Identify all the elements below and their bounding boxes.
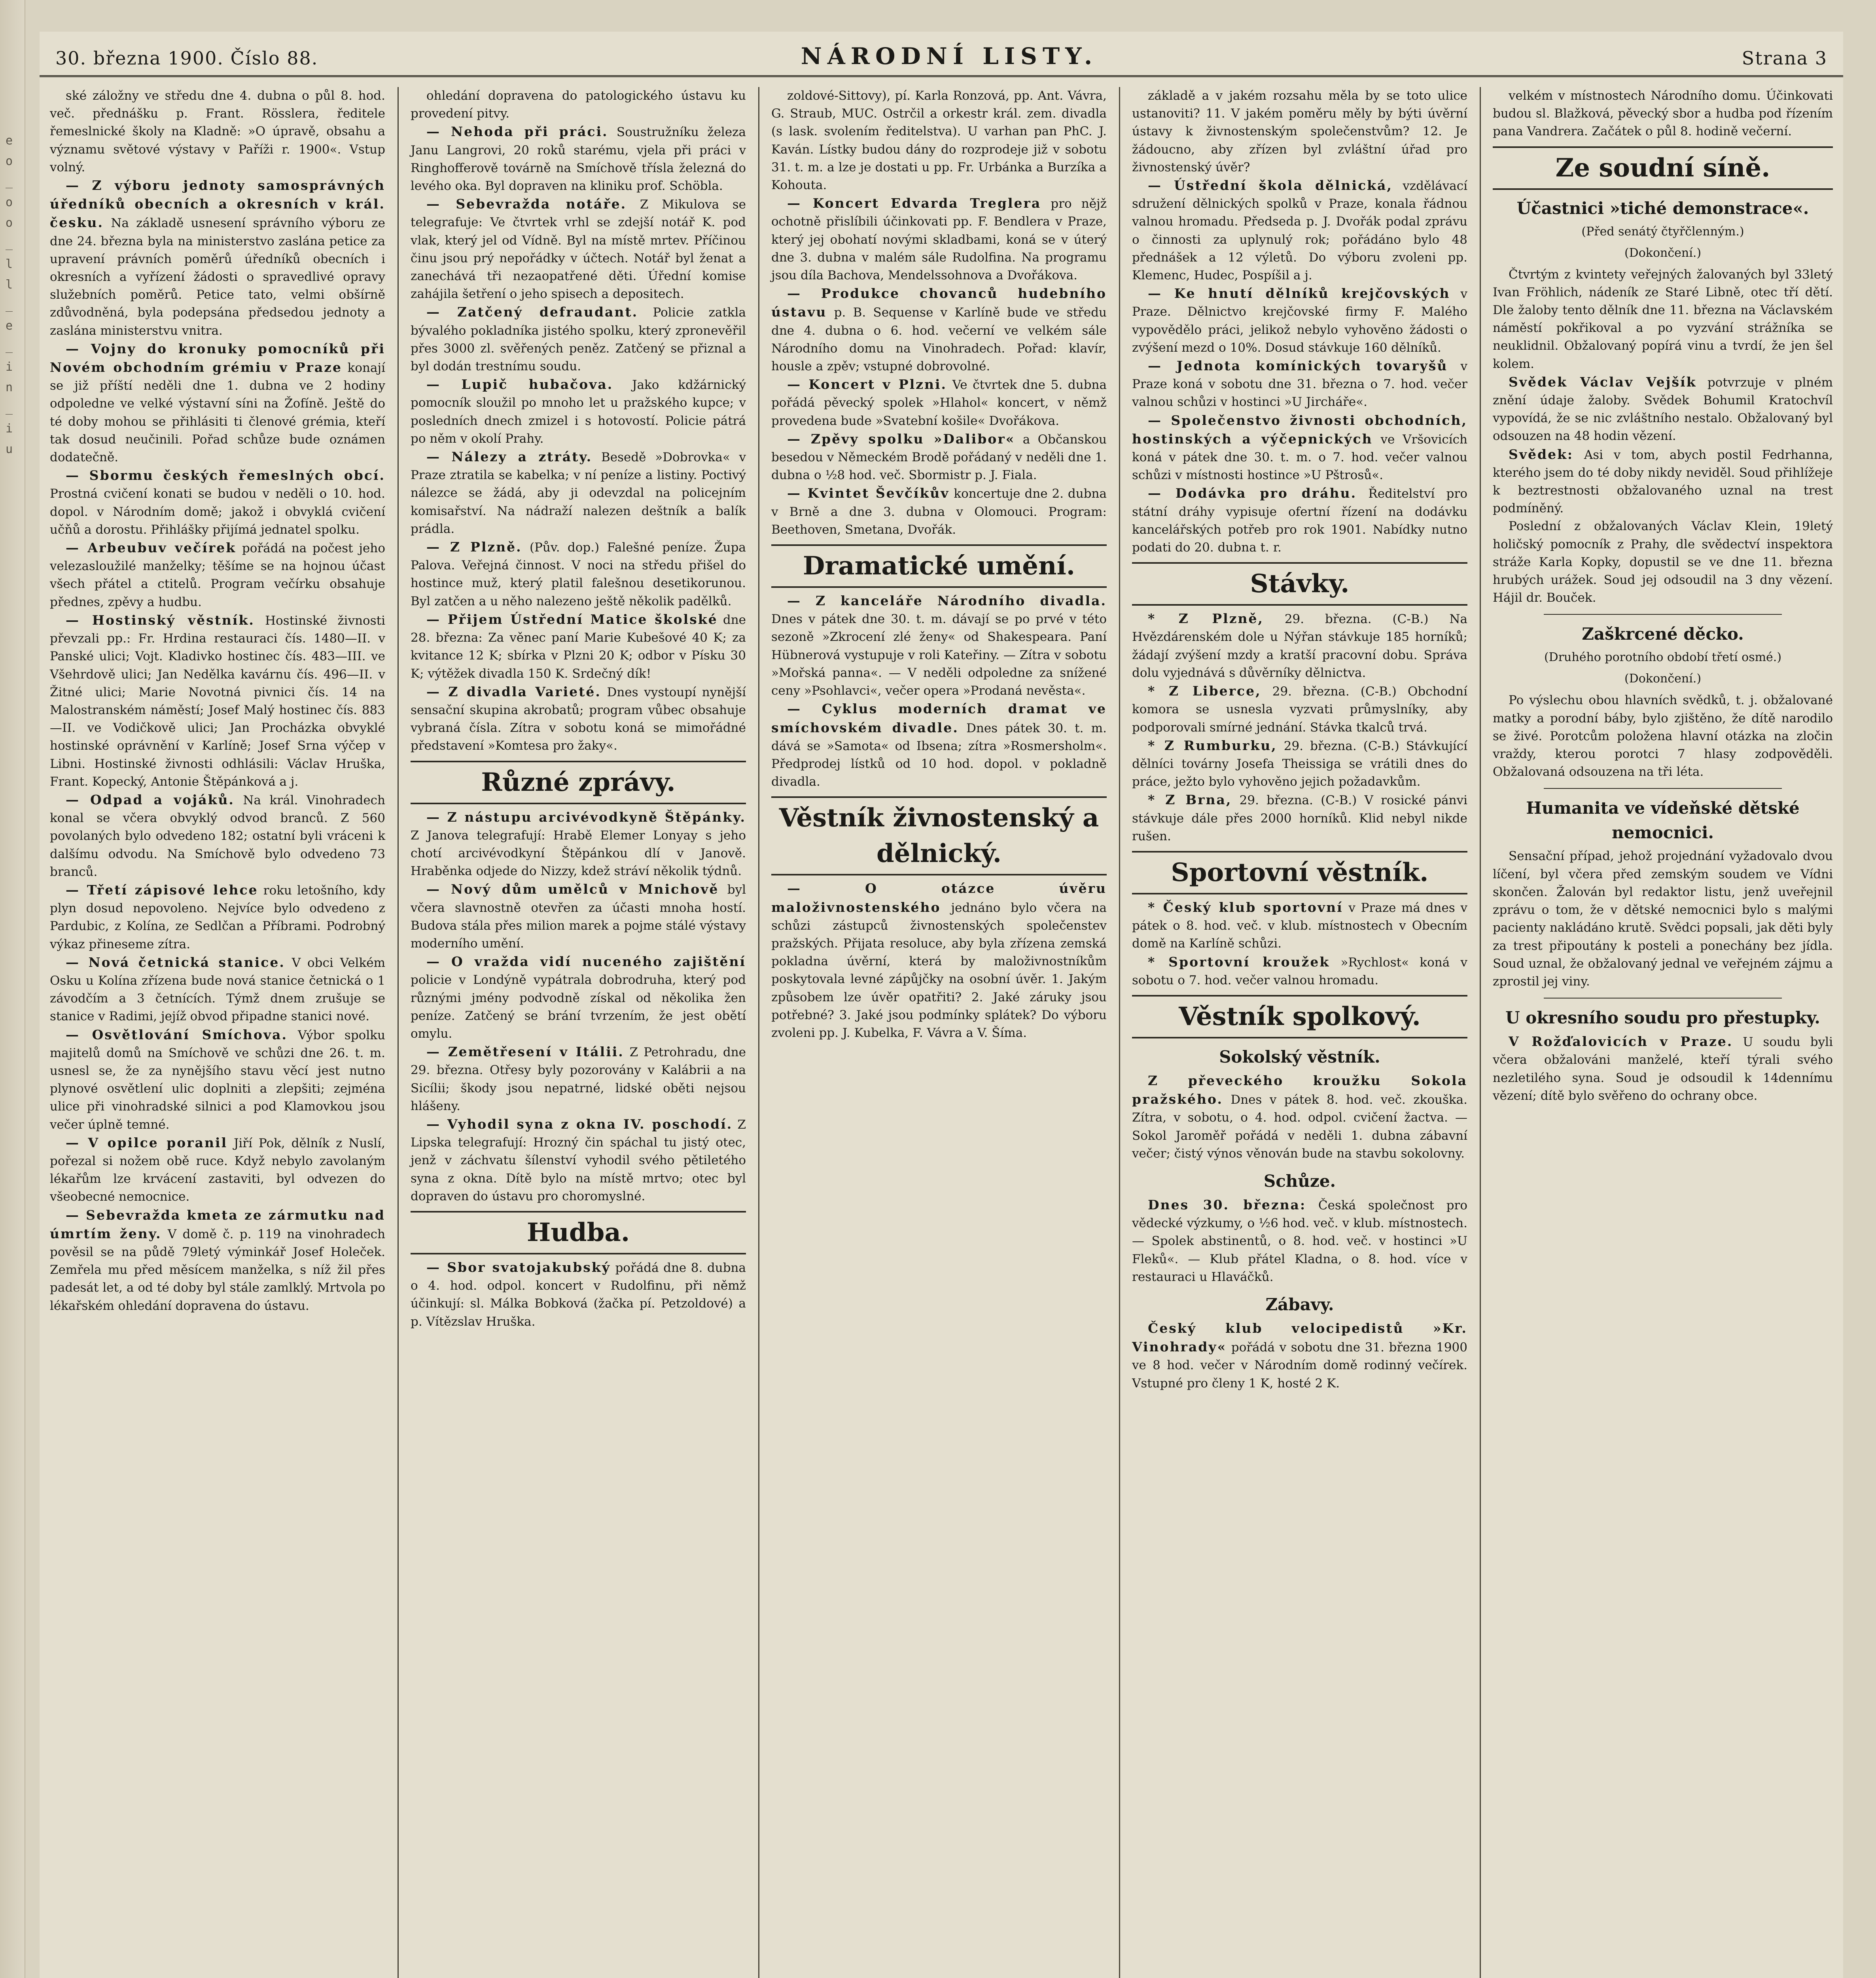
article-text: pro nějž ochotně přislíbili účinkovati pp. F. Bendlera v Praze, který jej obohatí novými skladbami, koná se v úterý dne 3. dubna v malém sále Rudolfina. Na programu jsou díla Bachova, Mendelssohnova a Dvořákova.: [771, 197, 1107, 283]
article-paragraph: [411, 880, 746, 953]
article-text: Výbor spolku majitelů domů na Smíchově ve schůzi dne 26. t. m. usnesl se, že za nynějšího stavu věcí jest nutno plynové osvětlení ulic doplniti a zlepšiti; zejména ulice při vinohradské silnici a pod Klamovkou jsou večer úplně temné.: [50, 1028, 386, 1132]
article-paragraph: [411, 683, 746, 755]
newspaper-title: NÁRODNÍ LISTY.: [801, 43, 1098, 70]
article-kicker: Z převeckého kroužku Sokola pražského.: [1132, 1072, 1467, 1107]
article-paragraph: [1132, 176, 1467, 284]
article-paragraph: [411, 953, 746, 1043]
article-kicker: — Dodávka pro dráhu.: [1148, 485, 1357, 501]
subsection-note: (Před senátý čtyřčlenným.): [1581, 224, 1744, 239]
article-paragraph: [411, 195, 746, 303]
article-text: roku letošního, kdy plyn dosud nepovoleno. Nejvíce bylo odvedeno z Pardubic, z Kolína, ze Sedlčan a Příbrami. Podrobný výkaz přineseme zítra.: [50, 883, 385, 951]
article-paragraph: [1493, 517, 1833, 607]
article-paragraph: [771, 879, 1107, 1042]
divider: [1544, 614, 1782, 615]
subsection-heading: Sokolský věstník.: [1219, 1047, 1380, 1067]
article-kicker: * Z Plzně,: [1148, 611, 1264, 627]
article-paragraph: [771, 484, 1107, 539]
article-paragraph: [1132, 411, 1467, 485]
article-text: pořádá na počest jeho velezasloužilé manželky; těšíme se na hojnou účast všech přátel a ctitelů. Program večírku obsahuje přednes, zpěvy a hudbu.: [50, 541, 385, 609]
article-kicker: — O otázce úvěru maloživnostenského: [771, 881, 1107, 915]
article-kicker: — Cyklus moderních dramat ve smíchovském divadle.: [771, 701, 1107, 735]
article-paragraph: [411, 448, 746, 538]
article-paragraph: [771, 87, 1107, 194]
divider: [1544, 788, 1782, 789]
article-paragraph: [1132, 737, 1467, 791]
article-kicker: — Kvintet Ševčíkův: [787, 485, 950, 501]
article-text: p. B. Sequense v Karlíně bude ve středu dne 4. dubna o 6. hod. večerní ve velkém sále Národního domu na Vinohradech. Pořad: klavír, housle a zpěv; vstupné dobrovolné.: [771, 305, 1107, 374]
article-paragraph: [1132, 87, 1467, 176]
article-kicker: — Koncert Edvarda Treglera: [787, 195, 1041, 211]
gutter-text: eo_oo_ll_e_in_iu: [6, 134, 13, 456]
article-paragraph: [50, 176, 385, 340]
article-kicker: — Z Plzně.: [426, 539, 522, 555]
article-text: Prostná cvičení konati se budou v neděli o 10. hod. dopol. v Národním domě; jakož i obvyklá cvičení učňů a dorostu. Přihlášky přijímá jednatel spolku.: [50, 487, 385, 537]
article-paragraph: [50, 87, 385, 176]
article-text: základě a v jakém rozsahu měla by se toto ulice ustanoviti? 11. V jakém poměru měly by býti úvěrní ústavy k živnostenským společenstvům? 12. Je žádoucno, aby zřízen byl zvláštní úřad pro živnostenský úvěr?: [1132, 89, 1467, 174]
article-paragraph: [50, 1026, 385, 1134]
article-text: Na král. Vinohradech konal se včera obvyklý odvod branců. Z 560 povolaných bylo odvedeno 182; ostatní byli vráceni k dalšímu odvodu. Na Smíchově bylo odvedeno 73 branců.: [50, 793, 385, 879]
article-text: zoldové-Sittovy), pí. Karla Ronzová, pp. Ant. Vávra, G. Straub, MUC. Ostrčil a orkestr král. zem. divadla (s lask. svolením ředitelstva). U varhan pan PhC. J. Kaván. Lístky budou dány do rozprodeje již v sobotu 31. t. m. a lze je dostati u pp. Fr. Urbánka a Burzíka a Kohouta.: [771, 89, 1107, 193]
article-paragraph: [1493, 373, 1833, 445]
article-text: V domě č. p. 119 na vinohradech pověsil se na půdě 79letý výminkář Josef Holeček. Zemřela mu před měsícem manželka, s níž žil přes padesát let, a od té doby byl stále zamlklý. Mrtvola po lékařském ohledání dopravena do ústavu.: [50, 1227, 385, 1313]
column-rule: [1119, 87, 1120, 1978]
article-text: Policie zatkla bývalého pokladníka jistého spolku, který zpronevěřil přes 3000 zl. svěřených peněz. Zatčený se přiznal a byl dodán trestnímu soudu.: [411, 305, 746, 374]
subsection-heading: Účastnici »tiché demonstrace«.: [1516, 198, 1809, 218]
article-paragraph: [1132, 1196, 1467, 1286]
subsection-heading: U okresního soudu pro přestupky.: [1505, 1008, 1820, 1028]
article-text: v Praze. Dělnictvo krejčovské firmy F. Malého vypovědělo práci, jelikož nebylo vyhověno žádosti o zvýšení mezd o 10%. Dosud stávkuje 160 dělníků.: [1132, 287, 1467, 355]
article-paragraph: [50, 539, 385, 611]
article-kicker: — Nová četnická stanice.: [66, 954, 285, 970]
article-text: ve Vršovicích koná v pátek dne 30. t. m. o 7. hod. večer valnou schůzi v místnosti hostince »U Pštrosů«.: [1132, 432, 1467, 483]
section-heading: Hudba.: [411, 1211, 746, 1254]
article-text: V obci Velkém Osku u Kolína zřízena bude nová stanice četnická o 1 závodčím a 3 četnících. Týmž dnem zrušuje se stanice v Radimi, jejíž obvod připadne stanici nové.: [50, 955, 385, 1024]
subsection-note: (Dokončení.): [1624, 246, 1702, 260]
article-kicker: — Nehoda při práci.: [426, 124, 608, 140]
article-text: policie v Londýně vypátrala dobrodruha, který pod různými jmény podvodně získal od několika žen peníze. Zatčený se brání tvrzením, že jest obětí omylu.: [411, 973, 746, 1041]
article-text: ohledání dopravena do patologického ústavu ku provedení pitvy.: [411, 89, 746, 121]
article-kicker: — Zatčený defraudant.: [426, 304, 638, 320]
article-text: Ve čtvrtek dne 5. dubna pořádá pěvecký spolek »Hlahol« koncert, v němž provedena bude »Svatební košile« Dvořákova.: [771, 378, 1107, 428]
article-text: vzdělávací sdružení dělnických spolků v Praze, konala řádnou valnou hromadu. Předseda p. J. Dvořák podal zprávu o činnosti za uplynulý rok; pořádáno bylo 48 přednášek a 12 výletů. Do výboru zvoleni pp. Klemenc, Hudec, Pospíšil a j.: [1132, 179, 1468, 283]
article-paragraph: [411, 610, 746, 683]
section-heading: Věstník spolkový.: [1132, 995, 1467, 1038]
article-paragraph: [411, 87, 746, 123]
article-text: Česká společnost pro vědecké výzkumy, o ½6 hod. več. v klub. místnostech. — Spolek abstinentů, o 8. hod. več. v hostinci »U Fleků«. — Klub přátel Kladna, o 8. hod. více v restauraci u Hlaváčků.: [1132, 1198, 1468, 1284]
article-text: Z Lipska telegrafují: Hrozný čin spáchal tu jistý otec, jenž v záchvatu šílenství vyhodil svého pětiletého syna z okna. Dítě bylo na místě mrtvo; otec byl dopraven do ústavu pro choromyslné.: [411, 1117, 746, 1203]
article-kicker: Dnes 30. března:: [1148, 1197, 1306, 1213]
column-rule: [1480, 87, 1481, 1978]
article-text: a Občanskou besedou v Německém Brodě pořádaný v neděli dne 1. dubna o ½8 hod. več. Sbormistr p. J. Fiala.: [771, 432, 1107, 483]
subsection-heading: Zaškrcené děcko.: [1582, 624, 1744, 644]
article-text: Na základě usnesení správního výboru ze dne 24. března byla na ministerstvo zaslána petice za upravení právních poměrů úředníků obecních i okresních a vyřízení žádosti o spravedlivé opravy služebních poměrů. Petice tato, velmi obšírně zdůvodněná, byla podepsána předsedou jednoty a zaslána ministerstvu vnitra.: [50, 216, 385, 338]
article-text: Asi v tom, abych postil Fedrhanna, kterého jsem do té doby nikdy neviděl. Soud přihlížeje k beztrestnosti obžalovaného uznal na trest podmíněný.: [1493, 447, 1833, 516]
article-text: Hostinské živnosti převzali pp.: Fr. Hrdina restauraci čís. 1480—II. v Panské ulici; Vojt. Kladivko hostinec čís. 483—III. ve Všehrdově ulici; Jan Nedělka kavárnu čís. 496—II. v Žitné ulici; Marie Novotná pivnici čís. 14 na Malostranském náměstí; Josef Malý hostinec čís. 883—II. ve Vodičkově ulici; Jan Procházka obvyklé hostinské oprávnění v Karlíně; Josef Srna výčep v Libni. Hostinské živnosti odhlásili: Václav Hruška, Frant. Kopecký, Antonie Štěpánková a j.: [50, 613, 386, 789]
article-paragraph: [411, 538, 746, 610]
article-paragraph: [50, 1134, 385, 1206]
article-kicker: — Nálezy a ztráty.: [426, 449, 593, 465]
article-text: dne 28. března: Za věnec paní Marie Kubešové 40 K; za kvitance 12 K; sbírka v Plzni 20 K; odbor v Písku 30 K; výtěžek divadla 150 K. Srdečný dík!: [411, 612, 746, 681]
article-paragraph: [1493, 87, 1833, 141]
article-kicker: * Z Rumburku,: [1148, 737, 1277, 753]
article-text: Dnes vystoupí nynější sensační skupina akrobatů; program vůbec obsahuje vybraná čísla. Zítra v sobotu koná se mimořádné představení »Komtesa pro žaky«.: [411, 685, 746, 753]
article-paragraph: [1132, 682, 1467, 737]
article-kicker: Svědek Václav Vejšík: [1509, 374, 1697, 390]
column-5: [1482, 87, 1843, 1978]
subsection-heading: Humanita ve vídeňské dětské nemocnici.: [1526, 798, 1800, 843]
article-paragraph: [1132, 610, 1467, 682]
article-kicker: * Český klub sportovní: [1148, 899, 1343, 915]
article-paragraph: [411, 1043, 746, 1115]
issue-date: 30. března 1900. Číslo 88.: [55, 47, 318, 69]
article-text: potvrzuje v plném znění údaje žaloby. Svědek Bohumil Kratochvíl vypovídá, že se nic zvláštního nestalo. Obžalovaný byl odsouzen na 48 hodin vězení.: [1493, 375, 1833, 443]
article-text: 29. března. (C-B.) Obchodní komora se usnesla vyzvati průmyslníky, aby podporovali smírné jednání. Stávka tkalců trvá.: [1132, 684, 1467, 735]
article-kicker: — Jednota komínických tovaryšů: [1148, 358, 1448, 374]
article-kicker: * Z Brna,: [1148, 792, 1232, 808]
article-paragraph: [411, 123, 746, 195]
article-kicker: — Lupič hubačova.: [426, 377, 613, 392]
article-text: Z Janova telegrafují: Hrabě Elemer Lonyay s jeho chotí arcivévodkyní Štěpánkou dlí v Janově. Hraběnka odjede do Nizzy, kdež stráví několik týdnů.: [411, 828, 746, 879]
article-kicker: — O vražda vidí nuceného zajištění: [426, 954, 746, 970]
article-text: Ředitelství pro státní dráhy vypisuje ofertní řízení na dodávku kancelářských potřeb pro rok 1901. Nabídky nutno podati do 20. dubna t. r.: [1132, 487, 1468, 555]
article-text: Sensační případ, jehož projednání vyžadovalo dvou líčení, byl včera před zemským soudem ve Vídni skončen. Žalován byl redaktor listu, jenž uveřejnil zprávu o tom, že v dětské nemocnici bylo s malými pacienty nakládáno krutě. Svědci popsali, jak děti byly za trest připoutány k posteli a ponechány bez jídla. Soud uznal, že obžalovaný jednal ve veřejném zájmu a zprostil jej viny.: [1493, 849, 1833, 989]
article-kicker: — Nový dům umělců v Mnichově: [426, 881, 719, 897]
column-1: [40, 87, 396, 1978]
article-kicker: — V opilce poranil: [66, 1135, 228, 1150]
article-kicker: — Hostinský věstník.: [66, 612, 255, 628]
article-paragraph: [50, 791, 385, 881]
article-text: jednáno bylo včera na schůzi zástupců živnostenských společenstev pražských. Přijata resoluce, aby byla zřízena zemská pokladna úvěrní, která by maloživnostníkům poskytovala levné zápůjčky na osobní úvěr. 1. Jakým způsobem lze úvěr opatřiti? 2. Jaké záruky jsou potřebné? 3. Jaké jsou podmínky splátek? Do výboru zvoleni pp. J. Kubelka, F. Vávra a V. Šíma.: [771, 900, 1107, 1040]
subsection-heading: Zábavy.: [1265, 1294, 1334, 1314]
article-text: byl včera slavnostně otevřen za účasti mnoha hostí. Budova stála přes milion marek a pojme stálé výstavy moderního umění.: [411, 883, 746, 951]
article-kicker: — Třetí zápisové lehce: [66, 882, 258, 898]
article-kicker: — Odpad a vojáků.: [66, 792, 235, 807]
article-text: Dnes pátek 30. t. m. dává se »Samota« od Ibsena; zítra »Rosmersholm«. Předprodej lístků od 10 hod. dopol. v pokladně divadla.: [771, 721, 1107, 789]
article-paragraph: [1493, 1033, 1833, 1105]
article-kicker: — Sebevražda kmeta ze zármutku nad úmrtím ženy.: [50, 1207, 385, 1241]
section-heading: Dramatické umění.: [771, 544, 1107, 588]
article-paragraph: [771, 592, 1107, 700]
article-text: Jako kdžárnický pomocník sloužil po mnoho let u pražského kupce; v posledních dnech zmizel i s hotovostí. Policie pátrá po něm v okolí Prahy.: [411, 378, 746, 446]
article-kicker: Svědek:: [1509, 446, 1574, 462]
article-text: v Praze koná v sobotu dne 31. března o 7. hod. večer valnou schůzi v hostinci »U Jircháře«.: [1132, 359, 1467, 409]
article-kicker: * Sportovní kroužek: [1148, 954, 1330, 970]
article-paragraph: [50, 881, 385, 953]
column-rule: [758, 87, 759, 1978]
article-text: pořádá dne 8. dubna o 4. hod. odpol. koncert v Rudolfinu, při němž účinkují: sl. Málka Bobková (žačka pí. Petzoldové) a p. Vítězslav Hruška.: [411, 1260, 746, 1329]
article-kicker: — Sbormu českých řemeslných obcí.: [66, 468, 385, 483]
article-text: 29. března. (C-B.) V rosické pánvi stávkuje dále přes 2000 horníků. Klid nebyl nikde rušen.: [1132, 793, 1467, 843]
article-paragraph: [50, 466, 385, 539]
article-paragraph: [1493, 266, 1833, 373]
article-kicker: — Z výboru jednoty samosprávných úředníků obecních a okresních v král. česku.: [50, 178, 385, 231]
masthead: [40, 32, 1843, 77]
article-text: Poslední z obžalovaných Václav Klein, 19letý holičský pomocník z Prahy, dle svědectví inspektora stráže Karla Kopky, dopustil se ve dne 11. března hrubých urážek. Soud jej odsoudil na 3 dny vězení. Hájil dr. Bouček.: [1493, 519, 1833, 605]
article-text: Besedě »Dobrovka« v Praze ztratila se kabelka; v ní peníze a listiny. Poctivý nálezce se žádá, aby ji odevzdal na policejním komisařství. Na nádraží nalezen deštník a balík prádla.: [411, 450, 746, 536]
article-kicker: — Produkce chovanců hudebního ústavu: [771, 286, 1107, 320]
article-paragraph: [1132, 357, 1467, 411]
scan-gutter: [0, 0, 25, 1978]
article-paragraph: [1132, 1319, 1467, 1393]
article-paragraph: [411, 1258, 746, 1331]
article-paragraph: [1493, 445, 1833, 518]
article-text: (Pův. dop.) Falešné peníze. Župa Palova. Veřejná činnost. V noci na středu přišel do hostince muž, který platil falešnou desetikorunou. Byl zatčen a u něho nalezeno ještě několik padělků.: [411, 540, 746, 608]
article-paragraph: [50, 611, 385, 791]
subsection-note: (Druhého porotního období třetí osmé.): [1544, 650, 1782, 665]
article-paragraph: [411, 808, 746, 881]
article-paragraph: [50, 340, 385, 466]
article-kicker: V Rožďalovicích v Praze.: [1509, 1034, 1733, 1050]
article-kicker: — Osvětlování Smíchova.: [66, 1027, 288, 1042]
article-kicker: — Vojny do kronuky pomocníků při Novém obchodním grémiu v Praze: [50, 341, 385, 375]
article-text: Z Petrohradu, dne 29. března. Otřesy byly pozorovány v Kalábrii a na Sicílii; škody jsou nepatrné, lidské oběti nejsou hlášeny.: [411, 1045, 746, 1113]
column-2: [400, 87, 756, 1978]
article-kicker: — Vyhodil syna z okna IV. poschodí.: [426, 1116, 733, 1132]
article-paragraph: [411, 375, 746, 448]
article-text: konají se již příští neděli dne 1. dubna ve 2 hodiny odpoledne ve velké výstavní síni na Žofíně. Ještě do té doby mohou se přihlásiti ti členové grémia, kteří tak dosud neučinili. Pořad schůze bude oznámen dodatečně.: [50, 361, 385, 465]
page-number: Strana 3: [1742, 47, 1827, 69]
newspaper-page: [40, 32, 1843, 1978]
article-paragraph: [1493, 847, 1833, 991]
article-text: 29. března. (C-B.) Na Hvězdárenském dole u Nýřan stávkuje 185 horníků; žádají zvýšení mzdy a kratší pracovní dobu. Správa dolu vyjednává s důvěrníky dělnictva.: [1132, 612, 1467, 680]
article-kicker: — Z nástupu arcivévodkyně Štěpánky.: [426, 809, 746, 825]
article-kicker: * Z Liberce,: [1148, 683, 1261, 699]
article-text: v Praze má dnes v pátek o 8. hod. več. v klub. místnostech v Obecním domě na Karlíně schůzi.: [1132, 900, 1467, 951]
article-paragraph: [1132, 284, 1467, 357]
article-kicker: — Zemětřesení v Itálii.: [426, 1044, 624, 1060]
section-heading: Věstník živnostenský a dělnický.: [771, 796, 1107, 875]
section-heading: Různé zprávy.: [411, 761, 746, 804]
article-paragraph: [1132, 791, 1467, 845]
article-kicker: — Přijem Ústřední Matice školské: [426, 611, 718, 627]
article-text: Jiří Pok, dělník z Nuslí, pořezal si nožem obě ruce. Když nebylo zavolaným lékařům lze krvácení zastaviti, byl odvezen do všeobecné nemocnice.: [50, 1136, 385, 1204]
article-kicker: — Sbor svatojakubský: [426, 1259, 611, 1275]
column-3: [761, 87, 1117, 1978]
article-kicker: — Z divadla Varieté.: [426, 684, 601, 699]
article-kicker: — Ke hnutí dělníků krejčovských: [1148, 286, 1450, 301]
column-4: [1122, 87, 1478, 1978]
article-text: Z Mikulova se telegrafuje: Ve čtvrtek vrhl se zdejší notář K. pod vlak, který jel od Vídně. Byl na místě mrtev. Příčinou činu jsou prý nepořádky v účtech. Notář byl ženat a zanechává tři nezaopatřené děti. Úřední komise zahájila šetření o jeho spisech a depositech.: [411, 197, 746, 301]
article-kicker: — Arbeubuv večírek: [66, 540, 237, 556]
article-paragraph: [411, 303, 746, 375]
article-paragraph: [1132, 953, 1467, 989]
subsection-note: (Dokončení.): [1624, 672, 1702, 686]
article-text: velkém v místnostech Národního domu. Účinkovati budou sl. Blažková, pěvecký sbor a hudba pod řízením pana Vandrera. Začátek o půl 8. hodině večerní.: [1493, 89, 1833, 139]
article-text: Dnes v pátek 8. hod. več. zkouška. Zítra, v sobotu, o 4. hod. odpol. cvičení žactva. — Sokol Jaroměř pořádá v neděli 1. dubna zábavní večer; čistý výnos věnován bude na stavbu sokolovny.: [1132, 1093, 1467, 1161]
article-kicker: — Zpěvy spolku »Dalibor«: [787, 431, 1015, 447]
article-kicker: — Koncert v Plzni.: [787, 377, 947, 392]
article-text: Po výslechu obou hlavních svědků, t. j. obžalované matky a porodní báby, bylo zjištěno, že dítě narodilo se živé. Porotcům položena hlavní otázka na zločin vraždy, kterou porotci 7 hlasy zodpověděli. Obžalovaná odsouzena na tři léta.: [1493, 693, 1833, 779]
article-text: koncertuje dne 2. dubna v Brně a dne 3. dubna v Olomouci. Program: Beethoven, Smetana, Dvořák.: [771, 487, 1107, 537]
article-kicker: — Z kanceláře Národního divadla.: [787, 593, 1107, 609]
subsection-heading: Schůze.: [1263, 1171, 1336, 1191]
article-paragraph: [771, 194, 1107, 284]
article-paragraph: [1132, 484, 1467, 557]
article-text: U soudu byli včera obžalováni manželé, kteří týrali svého nezletilého syna. Soud je odsoudil k 14dennímu vězení; dítě bylo svěřeno do ochrany obce.: [1493, 1035, 1833, 1103]
article-paragraph: [1132, 898, 1467, 953]
section-heading: Ze soudní síně.: [1493, 146, 1833, 190]
article-paragraph: [50, 953, 385, 1026]
section-heading: Stávky.: [1132, 562, 1467, 606]
article-kicker: — Sebevražda notáře.: [426, 196, 627, 212]
article-paragraph: [411, 1115, 746, 1205]
article-text: 29. března. (C-B.) Stávkující dělníci továrny Josefa Theissiga se vrátili dnes do práce, ježto bylo vyhověno jejich požadavkům.: [1132, 739, 1467, 789]
article-kicker: — Ústřední škola dělnická,: [1148, 178, 1393, 193]
article-text: Dnes v pátek dne 30. t. m. dávají se po prvé v této sezoně »Zkrocení zlé ženy« od Shakespeara. Paní Hübnerová vystupuje v roli Kateřiny. — Zítra v sobotu »Mořská panna«. — V neděli odpoledne za snížené ceny »Psohlavci«, večer opera »Prodaná nevěsta«.: [771, 612, 1107, 698]
article-paragraph: [50, 1206, 385, 1315]
section-heading: Sportovní věstník.: [1132, 851, 1467, 894]
article-paragraph: [771, 430, 1107, 485]
article-kicker: — Společenstvo živnosti obchodních, hostinských a výčepnických: [1132, 412, 1467, 447]
article-text: »Rychlost« koná v sobotu o 7. hod. večer valnou hromadu.: [1132, 955, 1468, 987]
article-text: Soustružníku železa Janu Langrovi, 20 roků starému, vjela při práci v Ringhofferově továrně na Smíchově třísla železná do levého oka. Byl dopraven na kliniku prof. Schöbla.: [411, 125, 746, 193]
article-kicker: Český klub velocipedistů »Kr. Vinohrady«: [1132, 1320, 1467, 1355]
article-paragraph: [1493, 692, 1833, 781]
article-text: pořádá v sobotu dne 31. března 1900 ve 8 hod. večer v Národním domě rodinný večírek. Vstupné pro členy 1 K, hosté 2 K.: [1132, 1340, 1467, 1391]
article-paragraph: [1132, 1072, 1467, 1163]
article-paragraph: [771, 700, 1107, 791]
article-paragraph: [771, 284, 1107, 375]
article-paragraph: [771, 375, 1107, 430]
article-text: Čtvrtým z kvintety veřejných žalovaných byl 33letý Ivan Fröhlich, nádeník ze Staré Libně, otec tří dětí. Dle žaloby tento dělník dne 11. března na Václavském náměstí pokřikoval a po vyzvání strážníka se neuklidnil. Obžalovaný popírá vinu a tvrdí, že jen šel kolem.: [1493, 267, 1833, 371]
article-text: ské záložny ve středu dne 4. dubna o půl 8. hod. več. přednášku p. Frant. Rösslera, ředitele řemeslnické školy na Kladně: »O úpravě, obsahu a významu světové výstavy v Paříži r. 1900«. Vstup volný.: [50, 89, 385, 174]
column-rule: [398, 87, 399, 1978]
